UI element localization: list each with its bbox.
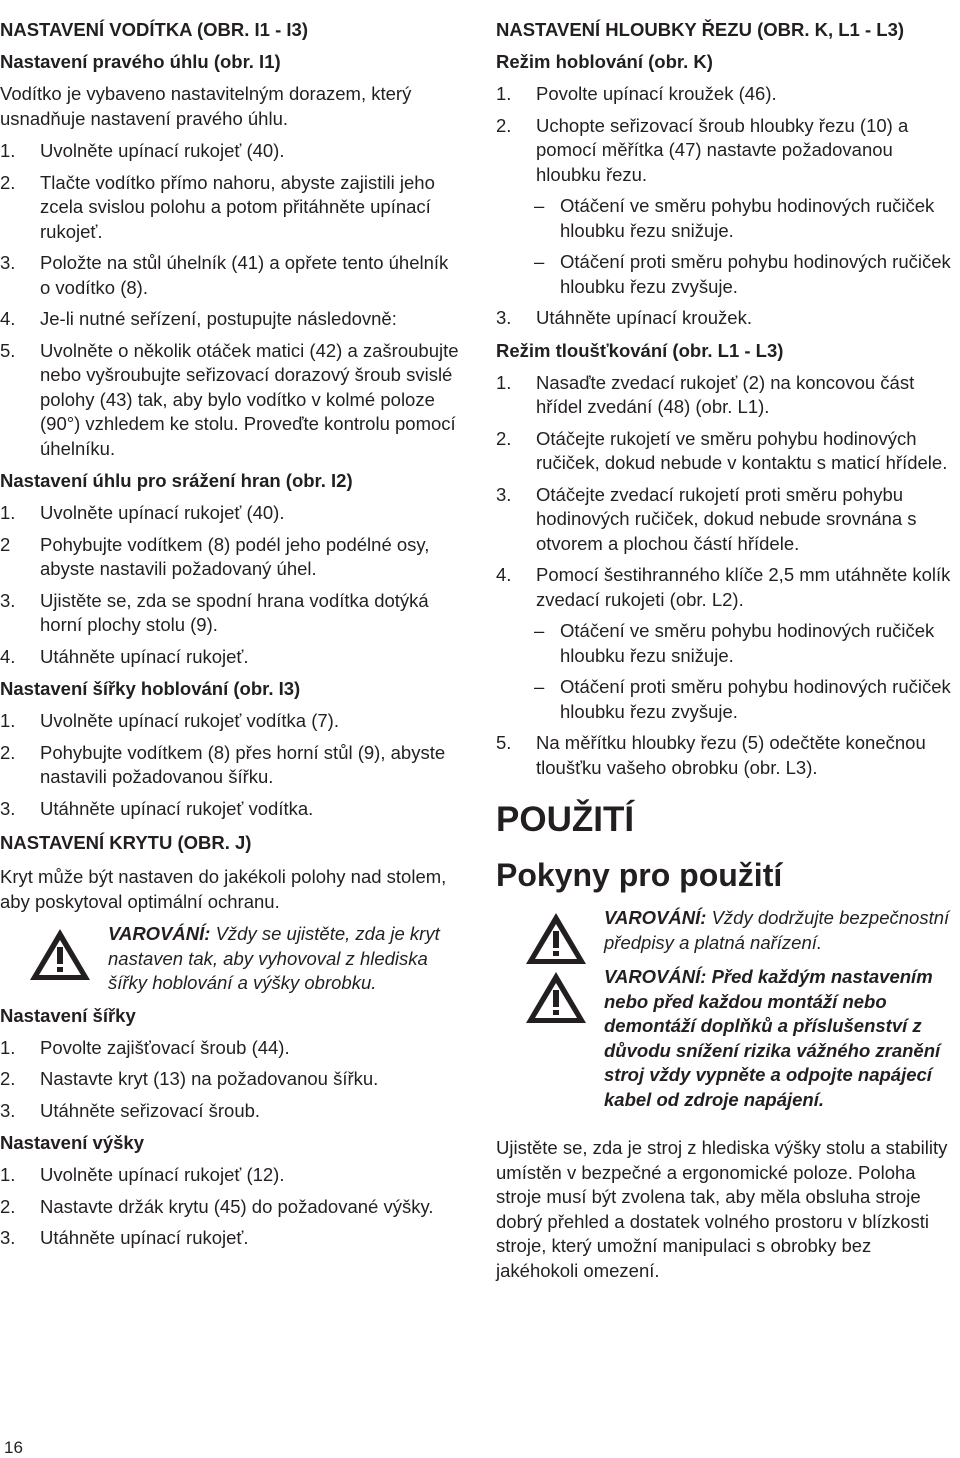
list-item: 2. Pohybujte vodítkem (8) přes horní stůl (9), abyste nastavili požadovanou šířku. <box>0 741 446 787</box>
warning-regulations <box>496 906 958 955</box>
steps-planing-width <box>0 709 462 821</box>
use-title: POUŽITÍ <box>496 800 635 839</box>
list-item: 2 Pohybujte vodítkem (8) podél jeho podélné osy, abyste nastavili požadovaný úhel. <box>0 533 430 579</box>
warning-label: VAROVÁNÍ: <box>604 907 707 928</box>
page-number: 16 <box>4 1438 23 1457</box>
intro-paragraph-guard: Kryt může být nastaven do jakékoli polohy nad stolem, aby poskytoval optimální ochranu. <box>0 866 447 912</box>
left-column <box>0 18 462 1251</box>
list-item: – Otáčení ve směru pohybu hodinových ručiček hloubku řezu snižuje. <box>534 620 935 666</box>
subheading-planing-mode: Režim hoblování (obr. K) <box>496 51 713 72</box>
list-item: 3. Utáhněte upínací kroužek. <box>496 307 752 328</box>
subheading-thicknessing-mode: Režim tloušťkování (obr. L1 - L3) <box>496 339 784 361</box>
subheading-right-angle: Nastavení pravého úhlu (obr. I1) <box>0 51 281 72</box>
list-item: 1. Uvolněte upínací rukojeť (40). <box>0 502 285 523</box>
warning-text: Vždy se ujistěte, zda je kryt nastaven tak, aby vyhovoval z hlediska šířky hoblování a výšky obrobku. <box>108 923 440 993</box>
warning-icon <box>524 969 588 1025</box>
warning-guard <box>0 922 462 996</box>
list-item: 1. Povolte zajišťovací šroub (44). <box>0 1036 290 1058</box>
steps-guard-height <box>0 1163 462 1251</box>
dash-list <box>496 619 958 724</box>
list-item: 4. Je-li nutné seřízení, postupujte následovně: <box>0 308 397 329</box>
warning-icon <box>28 926 92 982</box>
dash-list <box>496 194 958 299</box>
steps-planing-mode <box>496 82 958 331</box>
list-item: 3. Utáhněte seřizovací šroub. <box>0 1099 261 1121</box>
list-item: 1. Uvolněte upínací rukojeť (40). <box>0 140 285 161</box>
list-item: – Otáčení proti směru pohybu hodinových ručiček hloubku řezu zvyšuje. <box>534 251 951 297</box>
list-item: 3. Utáhněte upínací rukojeť vodítka. <box>0 797 314 819</box>
list-item: 2. Otáčejte rukojetí ve směru pohybu hodinových ručiček, dokud nebude v kontaktu s maticí hřídele. <box>496 427 948 473</box>
steps-guard-width <box>0 1036 462 1124</box>
right-column <box>496 18 958 1283</box>
list-item: – Otáčení ve směru pohybu hodinových ručiček hloubku řezu snižuje. <box>534 195 935 241</box>
section-title-fence: NASTAVENÍ VODÍTKA (OBR. I1 - I3) <box>0 19 309 40</box>
warning-text: Před každým nastavením nebo před každou montáží nebo demontáží doplňků a příslušenství z důvodu snížení rizika vážného zranění stroj vždy vypněte a odpojte napájecí kabel od zdroje napájení. <box>604 966 941 1110</box>
list-item: 1. Uvolněte upínací rukojeť vodítka (7). <box>0 710 339 731</box>
list-item: 3. Položte na stůl úhelník (41) a opřete tento úhelník o vodítko (8). <box>0 252 449 298</box>
steps-bevel <box>0 501 462 669</box>
warning-text: Vždy dodržujte bezpečnostní předpisy a platná nařízení. <box>604 907 950 953</box>
list-item: 1. Nasaďte zvedací rukojeť (2) na koncovou část hřídel zvedání (48) (obr. L1). <box>496 371 915 417</box>
warning-label: VAROVÁNÍ: <box>108 923 211 944</box>
list-item: 5. Uvolněte o několik otáček matici (42) a zašroubujte nebo vyšroubujte seřizovací dorazový šroub svislé polohy (43) tak, aby bylo vodítko v kolmé poloze (90°) vzhledem ke stolu. Proveďte kontrolu pomocí úhelníku. <box>0 339 459 459</box>
intro-paragraph-fence: Vodítko je vybaveno nastavitelným dorazem, který usnadňuje nastavení pravého úhlu. <box>0 83 412 129</box>
list-item: 4. Pomocí šestihranného klíče 2,5 mm utáhněte kolík zvedací rukojeti (obr. L2). – Otáčení ve směru pohybu hodinových ručiček hloubku řezu snižuje. – Otáčení proti směru pohybu hodinových ručiček hloubku řezu zvyšuje. <box>496 563 958 724</box>
section-title-guard: NASTAVENÍ KRYTU (OBR. J) <box>0 832 252 853</box>
use-paragraph: Ujistěte se, zda je stroj z hlediska výšky stolu a stability umístěn v bezpečné a ergonomické poloze. Poloha stroje musí být zvolena tak, aby měla obsluha stroje dobrý přehled a dostatek volného prostoru v blízkosti stroje, který umožní manipulaci s obrobky bez jakéhokoli omezení. <box>496 1137 948 1281</box>
subheading-planing-width: Nastavení šířky hoblování (obr. I3) <box>0 678 301 699</box>
list-item: 4. Utáhněte upínací rukojeť. <box>0 645 249 667</box>
use-subtitle: Pokyny pro použití <box>496 857 783 893</box>
list-item: 5. Na měřítku hloubky řezu (5) odečtěte konečnou tloušťku vašeho obrobku (obr. L3). <box>496 732 926 778</box>
subheading-width: Nastavení šířky <box>0 1004 136 1026</box>
list-item: 3. Otáčejte zvedací rukojetí proti směru pohybu hodinových ručiček, dokud nebude srovnána s otvorem a plochou částí hřídele. <box>496 483 917 554</box>
section-title-depth: NASTAVENÍ HLOUBKY ŘEZU (OBR. K, L1 - L3) <box>496 19 905 40</box>
warning-disconnect <box>496 965 958 1112</box>
warning-icon <box>524 910 588 966</box>
steps-right-angle <box>0 139 462 461</box>
list-item: – Otáčení proti směru pohybu hodinových ručiček hloubku řezu zvyšuje. <box>534 676 951 722</box>
steps-thicknessing-mode <box>496 371 958 781</box>
list-item: 3. Ujistěte se, zda se spodní hrana vodítka dotýká horní plochy stolu (9). <box>0 589 429 635</box>
subheading-height: Nastavení výšky <box>0 1132 144 1153</box>
list-item: 3. Utáhněte upínací rukojeť. <box>0 1227 249 1248</box>
list-item: 2. Uchopte seřizovací šroub hloubky řezu (10) a pomocí měřítka (47) nastavte požadovanou hloubku řezu. – Otáčení ve směru pohybu hodinových ručiček hloubku řezu snižuje. – Otáčení proti směru pohybu hodinových ručiček hloubku řezu zvyšuje. <box>496 114 958 300</box>
warning-label: VAROVÁNÍ: <box>604 966 707 987</box>
list-item: 1. Povolte upínací kroužek (46). <box>496 83 777 104</box>
subheading-bevel: Nastavení úhlu pro srážení hran (obr. I2) <box>0 470 353 491</box>
list-item: 2. Nastavte držák krytu (45) do požadované výšky. <box>0 1195 434 1217</box>
list-item: 2. Tlačte vodítko přímo nahoru, abyste zajistili jeho zcela svislou polohu a potom přitáhněte upínací rukojeť. <box>0 171 435 242</box>
list-item: 2. Nastavte kryt (13) na požadovanou šířku. <box>0 1068 379 1089</box>
list-item: 1. Uvolněte upínací rukojeť (12). <box>0 1164 285 1185</box>
